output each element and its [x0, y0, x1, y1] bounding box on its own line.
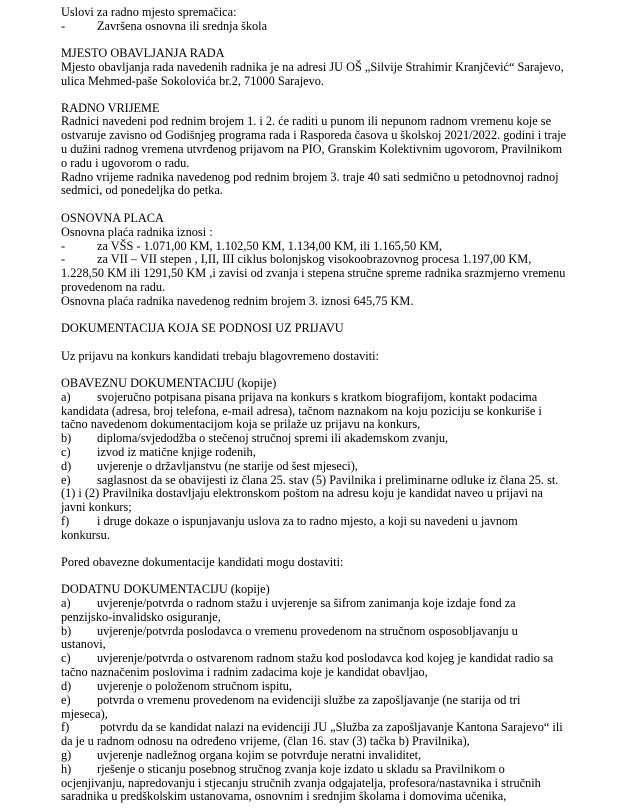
- worktime-heading: RADNO VRIJEME: [61, 101, 160, 115]
- list-label: e): [61, 473, 71, 487]
- additional-item-cont: tačno naznačenim poslovima i radnim zadacima koje je kandidat obavljao,: [61, 665, 428, 679]
- mandatory-item: i druge dokaze o ispunjavanju uslova za to radno mjesto, a koji su navedeni u javnom: [97, 514, 518, 528]
- mandatory-item-cont: (1) i (2) Pravilnika dostavljaju elektronskom poštom na adresu koju je kandidat naveo u prijavi na: [61, 486, 543, 500]
- location-line: ulica Mehmed-paše Sokolovića br.2, 71000 Sarajevo.: [61, 74, 324, 88]
- mandatory-item: diploma/svjedodžba o stečenoj stručnoj spremi ili akademskom zvanju,: [97, 431, 449, 445]
- additional-item: uvjerenje o položenom stručnom ispitu,: [97, 679, 293, 693]
- salary-item: za VŠS - 1.071,00 KM, 1.102,50 KM, 1.134,00 KM, ili 1.165,50 KM,: [97, 239, 443, 253]
- mandatory-item: uvjerenje o državljanstvu (ne starije od šest mjeseci),: [97, 459, 358, 473]
- additional-item-cont: penzijsko-invalidsko osiguranje,: [61, 610, 221, 624]
- salary-item: za VII – VII stepen , I,II, III ciklus bolonjskog visokoobrazovnog procesa 1.197,00 KM,: [97, 252, 532, 266]
- salary-line: provedenom na radu.: [61, 280, 166, 294]
- list-label: f): [61, 514, 70, 528]
- list-label: d): [61, 459, 72, 473]
- worktime-line: ostvaruje zavisno od Godišnjeg programa rada i Rasporeda časova u školskoj 2021/2022. godini i traje: [61, 128, 567, 142]
- mandatory-item-cont: kandidata (adresa, broj telefona, e-mail adresa), tačnom naznakom na koju poziciju se konkuriše i: [61, 404, 542, 418]
- additional-item-cont: da je u radnom odnosu na određeno vrijeme, (član 16. stav (3) tačka b) Pravilnika),: [61, 734, 470, 748]
- dash-bullet: -: [61, 19, 66, 33]
- additional-item: uvjerenje nadležnog organa kojim se potvrđuje neratni invaliditet,: [97, 748, 422, 762]
- location-heading: MJESTO OBAVLJANJA RADA: [61, 46, 225, 60]
- salary-heading: OSNOVNA PLACA: [61, 211, 164, 225]
- list-label: c): [61, 651, 71, 665]
- worktime-line: Radno vrijeme radnika navedenog pod rednim brojem 3. traje 40 sati sedmično u petodnovnoj radnoj: [61, 170, 559, 184]
- salary-line: Osnovna plaća radnika iznosi :: [61, 225, 213, 239]
- list-label: f): [61, 720, 70, 734]
- docs-heading: DOKUMENTACIJA KOJA SE PODNOSI UZ PRIJAVU: [61, 321, 344, 335]
- list-label: c): [61, 445, 71, 459]
- additional-item-cont: ocjenjivanju, napredovanju i stjecanju stručnih zvanja odgajatelja, profesora/nastavnika i stručnih: [61, 776, 541, 790]
- worktime-line: sedmici, od ponedeljka do petka.: [61, 183, 223, 197]
- additional-item: uvjerenje/potvrda o ostvarenom radnom stažu kod poslodavca kod kojeg je kandidat radio sa: [97, 651, 554, 665]
- salary-line: 1.228,50 KM ili 1291,50 KM ,i zavisi od zvanja i stepena stručne spreme radnika srazmjerno vremenu: [61, 266, 566, 280]
- worktime-line: Radnici navedeni pod rednim brojem 1. i 2. će raditi u punom ili nepunom radnom vremenu koje se: [61, 114, 552, 128]
- list-label: d): [61, 679, 72, 693]
- additional-item: potvrda o vremenu provedenom na evidenciji službe za zapošljavanje (ne starija od tri: [97, 693, 521, 707]
- mandatory-item: svojeručno potpisana pisana prijava na konkurs s kratkom biografijom, kontakt podacima: [97, 390, 538, 404]
- list-label: g): [61, 748, 72, 762]
- additional-item: rješenje o sticanju posebnog stručnog zvanja koje izdato u skladu sa Pravilnikom o: [97, 762, 505, 776]
- mandatory-heading: OBAVEZNU DOKUMENTACIJU (kopije): [61, 376, 277, 390]
- docs-line: Uz prijavu na konkurs kandidati trebaju blagovremeno dostaviti:: [61, 349, 379, 363]
- additional-item: uvjerenje/potvrda o radnom stažu i uvjerenje sa šifrom zanimanja koje izdaje fond za: [97, 596, 516, 610]
- additional-item-cont: mjeseca),: [61, 707, 108, 721]
- worktime-line: u dužini radnog vremena utvrđenog prijavom na PIO, Granskim Kolektivnim ugovorom, Pravilnikom: [61, 142, 563, 156]
- dash-bullet: -: [61, 252, 66, 266]
- conditions-title: Uslovi za radno mjesto spremačica:: [61, 5, 237, 19]
- mandatory-item-cont: javni konkurs;: [61, 500, 132, 514]
- mandatory-item: saglasnost da se obavijesti iz člana 25. stav (5) Pavilnika i preliminarne odluke iz člana 25. st.: [97, 473, 559, 487]
- additional-item-cont: ustanovi,: [61, 637, 106, 651]
- list-label: b): [61, 624, 72, 638]
- list-label: e): [61, 693, 71, 707]
- mandatory-item: izvod iz matične knjige rođenih,: [97, 445, 256, 459]
- additional-item: potvrdu da se kandidat nalazi na evidenciji JU „Služba za zapošljavanje Kantona Sarajevo“ ili: [100, 720, 563, 734]
- mandatory-item-cont: konkursu.: [61, 528, 110, 542]
- list-label: b): [61, 431, 72, 445]
- worktime-line: o radu i ugovorom o radu.: [61, 156, 190, 170]
- dash-bullet: -: [61, 239, 66, 253]
- condition-item: Završena osnovna ili srednja škola: [97, 19, 268, 33]
- mandatory-item-cont: tačno navedenom dokumentacijom koja se prilaže uz prijavu na konkurs,: [61, 417, 421, 431]
- location-line: Mjesto obavljanja rada navedenih radnika je na adresi JU OŠ „Silvije Strahimir Kranjčević“ Sarajevo,: [61, 60, 564, 74]
- list-label: h): [61, 762, 72, 776]
- besides-line: Pored obavezne dokumentacije kandidati mogu dostaviti:: [61, 555, 344, 569]
- additional-heading: DODATNU DOKUMENTACIJU (kopije): [61, 582, 270, 596]
- list-label: a): [61, 390, 71, 404]
- additional-item: uvjerenje/potvrda poslodavca o vremenu provedenom na stručnom osposobljavanju u: [97, 624, 518, 638]
- list-label: a): [61, 596, 71, 610]
- salary-line: Osnovna plaća radnika navedenog rednim brojem 3. iznosi 645,75 KM.: [61, 294, 414, 308]
- additional-item-cont: saradnika u predškolskim ustanovama, osnovnim i srednjim školama i domovima učenika,: [61, 789, 507, 803]
